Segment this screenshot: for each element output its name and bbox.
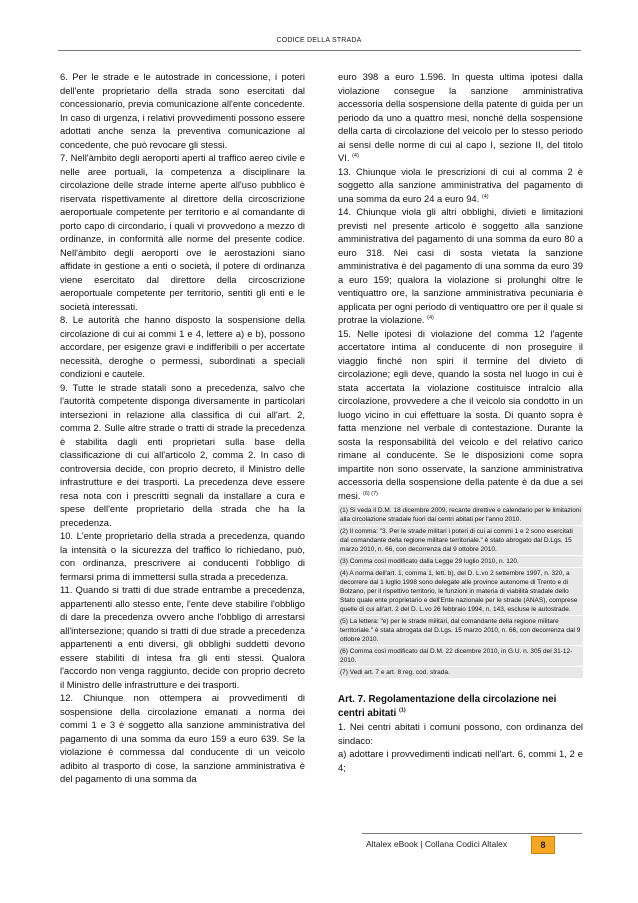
paragraph: 6. Per le strade e le autostrade in concessione, i poteri dell'ente proprietario della strada sono esercitati dal concessionario, previa comunicazione all'ente concedente. In caso di urgenza, i relativi provvedimenti possono essere adottati anche senza la preventiva comunicazione al concedente, che può revocare gli stessi. [60,71,305,150]
paragraph-text: euro 398 a euro 1.596. In questa ultima ipotesi dalla violazione consegue la sanzione amministrativa accessoria della sospensione della patente di guida per un periodo da uno a quattro mesi, nonché della sospensione della carta di circolazione del veicolo per lo stesso periodo ai sensi delle norme di cui al capo I, sezione II, del titolo VI. [338,71,583,163]
paragraph: 11. Quando si tratti di due strade entrambe a precedenza, appartenenti allo stesso ente, l'ente deve stabilire l'obbligo di dare la precedenza ovvero anche l'obbligo di arrestarsi all'intersezione; quando si tratti di due strade a precedenza appartenenti a enti diversi, gli obblighi suddetti devono essere stabiliti di intesa fra gli enti stessi. Qualora l'accordo non venga raggiunto, decide con proprio decreto il Ministro delle infrastrutture e dei trasporti. [60,584,305,690]
footnote-ref[interactable]: (4) [427,314,434,321]
paragraph [338,327,583,503]
page-header: CODICE DELLA STRADA [276,37,362,44]
right-column [338,70,583,774]
paragraph [338,70,583,165]
article-heading [338,693,583,720]
paragraph-text: 13. Chiunque viola le prescrizioni di cui al comma 2 è soggetto alla sanzione amministrativa del pagamento di una somma da euro 24 a euro 94. [338,165,583,204]
paragraph: 1. Nei centri abitati i comuni possono, con ordinanza del sindaco: [338,721,583,746]
paragraph: 9. Tutte le strade statali sono a precedenza, salvo che l'autorità competente disponga diversamente in particolari intersezioni in relazione alla classifica di cui all'art. 2, comma 2. Sulle altre strade o tratti di strade la precedenza è stabilita dagli enti proprietari sulla base della classificazione di cui all'articolo 2, comma 2. In caso di controversia decide, con proprio decreto, il Ministro delle infrastrutture e dei trasporti. La precedenza deve essere resa nota con i prescritti segnali da installare a cura e spese dell'ente proprietario della strada che ha la precedenza. [60,381,305,528]
page-number: 8 [531,836,555,854]
footnote: (7) Vedi art. 7 e art. 8 reg. cod. strada. [338,667,583,679]
footer-text: Altalex eBook | Collana Codici Altalex [366,839,508,849]
paragraph: 7. Nell'àmbito degli aeroporti aperti al traffico aereo civile e nelle aree portuali, la competenza a disciplinare la circolazione delle strade interne aperte all'uso pubblico è riservata rispettivamente al direttore della circoscrizione aeroportuale competente per territorio e al comandante di porto capo di circondario, i quali vi provvedono a mezzo di ordinanze, in conformità alle norme del presente codice. Nell'àmbito degli aeroporti ove le aerostazioni siano affidate in gestione a enti o società, il potere di ordinanza viene esercitato dal direttore della circoscrizione aeroportuale competente per territorio, sentiti gli enti e le società interessati. [60,152,305,312]
footnote: (6) Comma così modificato dal D.M. 22 dicembre 2010, in G.U. n. 305 del 31-12-2010. [338,646,583,667]
paragraph: 12. Chiunque non ottempera ai provvedimenti di sospensione della circolazione emanati a norma dei commi 1 e 3 è soggetto alla sanzione amministrativa del pagamento di una somma da euro 159 a euro 639. Se la violazione è commessa dal conducente di un veicolo adibito al trasporto di cose, la sanzione amministrativa è del pagamento di una somma da [60,692,305,784]
header-divider [58,50,581,51]
paragraph-text: 15. Nelle ipotesi di violazione del comma 12 l'agente accertatore intima al conducente di non proseguire il viaggio finché non spiri il termine del divieto di circolazione; egli deve, quando la sosta nel luogo in cui è stata accertata la violazione costituisce intralcio alla circolazione, provvedere a che il veicolo sia condotto in un luogo vicino in cui effettuare la sosta. Di quanto sopra è fatta menzione nel verbale di contestazione. Durante la sosta la responsabilità del veicolo e del relativo carico rimane al conducente. Se le disposizioni come sopra impartite non sono osservate, la sanzione amministrativa accessoria della sospensione della patente è da due a sei mesi. [338,327,583,501]
footnote: (2) Il comma: "3. Per le strade militari i poteri di cui ai commi 1 e 2 sono esercitati dal comandante della regione militare territoriale." è stato abrogato dal D.Lgs. 15 marzo 2010, n. 66, con decorrenza dal 9 ottobre 2010. [338,526,583,556]
footnote: (3) Comma così modificato dalla Legge 29 luglio 2010, n. 120. [338,556,583,568]
footnote: (4) A norma dell'art. 1, comma 1, lett. b), del D. L.vo 2 settembre 1997, n. 320, a decorrere dal 1 luglio 1998 sono delegate alle province autonome di Trento e di Bolzano, per il rispettivo territorio, le funzioni in materia di viabilità stradale dello Stato quale ente proprietario e dell'Ente nazionale per le strade (ANAS), comprese quelle di cui all'art. 2 del D. L.vo 26 febbraio 1994, n. 143, escluse le autostrade. [338,568,583,616]
footnote-ref[interactable]: (6) (7) [363,490,378,497]
footnote: (5) La lettera: "e) per le strade militari, dal comandante della regione militare territoriale." è stata abrogata dal D.Lgs. 15 marzo 2010, n. 66, con decorrenza dal 9 ottobre 2010. [338,616,583,646]
footnotes-box [338,504,583,679]
footnote-ref[interactable]: (4) [481,193,489,200]
paragraph: a) adottare i provvedimenti indicati nell'art. 6, commi 1, 2 e 4; [338,748,583,773]
left-column [60,70,305,786]
page-footer [362,833,582,853]
footer-divider [362,833,582,834]
paragraph: 10. L'ente proprietario della strada a precedenza, quando la intensità o la sicurezza del traffico lo richiedano, può, con ordinanza, prescrivere ai conducenti l'obbligo di fermarsi prima di immettersi sulla strada a precedenza. [60,530,305,582]
footnote-ref[interactable]: (1) [399,707,406,714]
paragraph-text: 14. Chiunque viola gli altri obblighi, divieti e limitazioni previsti nel presente articolo è soggetto alla sanzione amministrativa del pagamento di una somma da euro 80 a euro 318. Nei casi di sosta vietata la sanzione amministrativa è del pagamento di una somma da euro 39 a euro 159; qualora la violazione si prolunghi oltre le ventiquattro ore, la sanzione amministrativa pecuniaria è applicata per ogni periodo di ventiquattro ore per il quale si protrae la violazione. [338,206,583,325]
paragraph [338,205,583,327]
paragraph [338,165,583,206]
footnote: (1) Si veda il D.M. 18 dicembre 2009, recante direttive e calendario per le limitazioni alla circolazione stradale fuori dai centri abitati per l'anno 2010. [338,505,583,526]
footnote-ref[interactable]: (4) [352,152,359,159]
article-title: Art. 7. Regolamentazione della circolazione nei centri abitati [338,694,557,719]
paragraph: 8. Le autorità che hanno disposto la sospensione della circolazione di cui ai commi 1 e 4, lettere a) e b), possono accordare, per esigenze gravi e indifferibili o per accertate necessità, deroghe o permessi, subordinati a speciali condizioni e cautele. [60,314,305,379]
